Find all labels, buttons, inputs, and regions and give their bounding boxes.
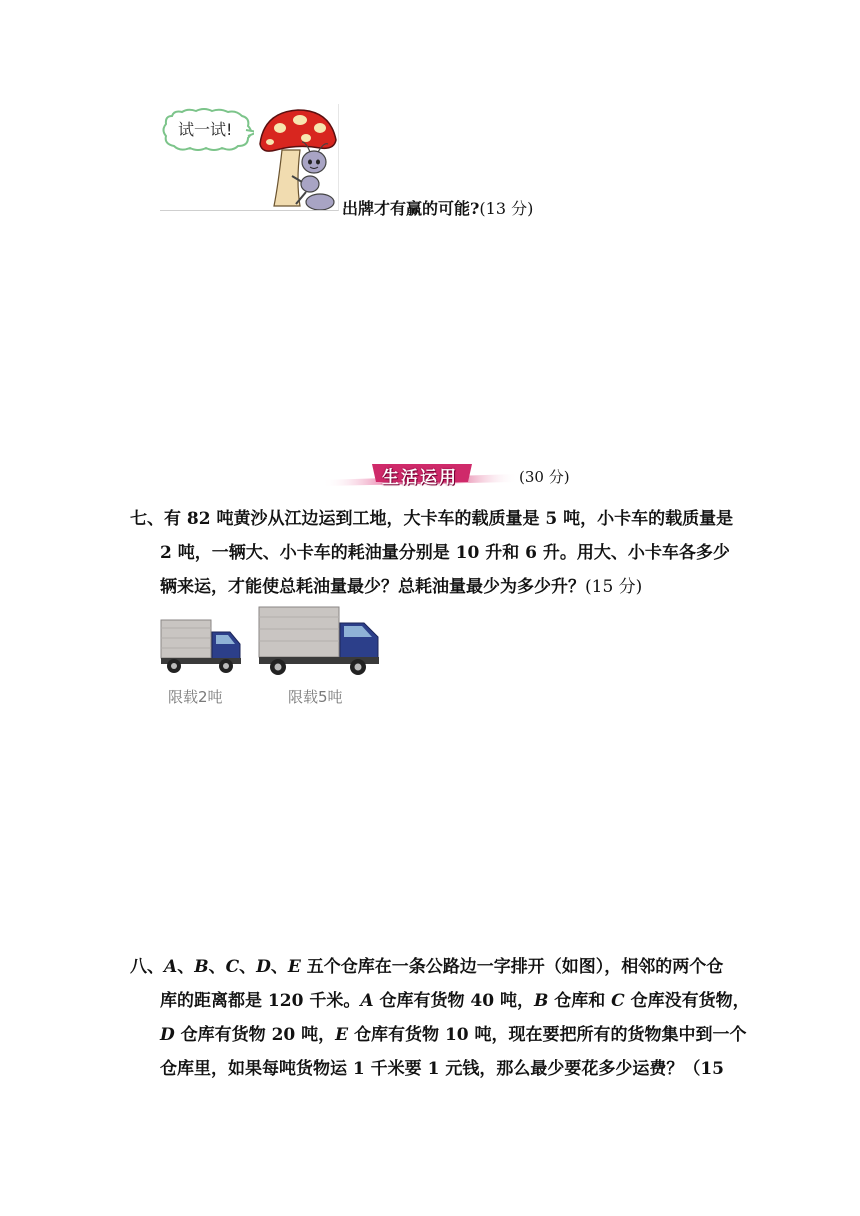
- warehouse-a-label: A: [360, 991, 374, 1011]
- question-7: [130, 502, 740, 604]
- mushroom-icon: [256, 106, 338, 210]
- separator: 、: [270, 957, 288, 977]
- section-banner: [322, 462, 518, 488]
- warehouse-e-label: E: [287, 957, 301, 977]
- question-8-line-3b: 仓库有货物 10 吨，现在要把所有的货物集中到一个: [354, 1025, 747, 1045]
- question-8-line-2a: 库的距离都是 120 千米。: [160, 991, 361, 1011]
- separator: 、: [177, 957, 195, 977]
- warehouse-c-label: C: [225, 957, 240, 977]
- section-score: (30 分): [519, 468, 570, 486]
- small-truck-caption: 限载2吨: [168, 688, 223, 706]
- warehouse-e-label: E: [335, 1025, 349, 1045]
- warehouse-d-label: D: [256, 957, 271, 977]
- warehouse-b-label: B: [194, 957, 209, 977]
- question-8-line-2b: 仓库有货物 40 吨，: [379, 991, 534, 1011]
- speech-bubble-text: 试一试!: [178, 120, 233, 139]
- question-8-line-3a: 仓库有货物 20 吨，: [180, 1025, 336, 1045]
- try-it-illustration: [160, 104, 339, 211]
- question-7-number: 七、: [130, 509, 164, 529]
- warehouse-b-label: B: [533, 991, 549, 1011]
- question-7-line-1: 有 82 吨黄沙从江边运到工地，大卡车的载质量是 5 吨，小卡车的载质量是: [164, 509, 734, 529]
- warehouse-d-label: D: [160, 1025, 175, 1045]
- question-7-score: (15 分): [585, 577, 643, 597]
- question-6-score: (13 分): [479, 199, 534, 218]
- separator: 、: [239, 957, 257, 977]
- large-truck-caption: 限载5吨: [288, 688, 343, 706]
- question-8-line-4: 仓库里，如果每吨货物运 1 千米要 1 元钱，那么最少要花多少运费？（15: [160, 1059, 724, 1079]
- question-8: [130, 950, 750, 1086]
- question-8-line-2d: 仓库没有货物，: [630, 991, 750, 1011]
- question-8-line-2c: 仓库和: [554, 991, 606, 1011]
- warehouse-a-label: A: [164, 957, 178, 977]
- separator: 、: [208, 957, 226, 977]
- question-6-tail: [342, 196, 533, 219]
- question-6-text: 出牌才有赢的可能?: [342, 199, 480, 218]
- question-7-line-3: 辆来运，才能使总耗油量最少？总耗油量最少为多少升？: [160, 577, 585, 597]
- warehouse-c-label: C: [611, 991, 625, 1011]
- large-truck-icon: [258, 605, 380, 677]
- question-8-line-1: 五个仓库在一条公路边一字排开（如图），相邻的两个仓: [306, 957, 724, 977]
- small-truck-icon: [160, 618, 242, 676]
- banner-label: 生活运用: [382, 468, 458, 488]
- question-8-number: 八、: [130, 957, 164, 977]
- question-7-line-2: 2 吨，一辆大、小卡车的耗油量分别是 10 升和 6 升。用大、小卡车各多少: [160, 543, 730, 563]
